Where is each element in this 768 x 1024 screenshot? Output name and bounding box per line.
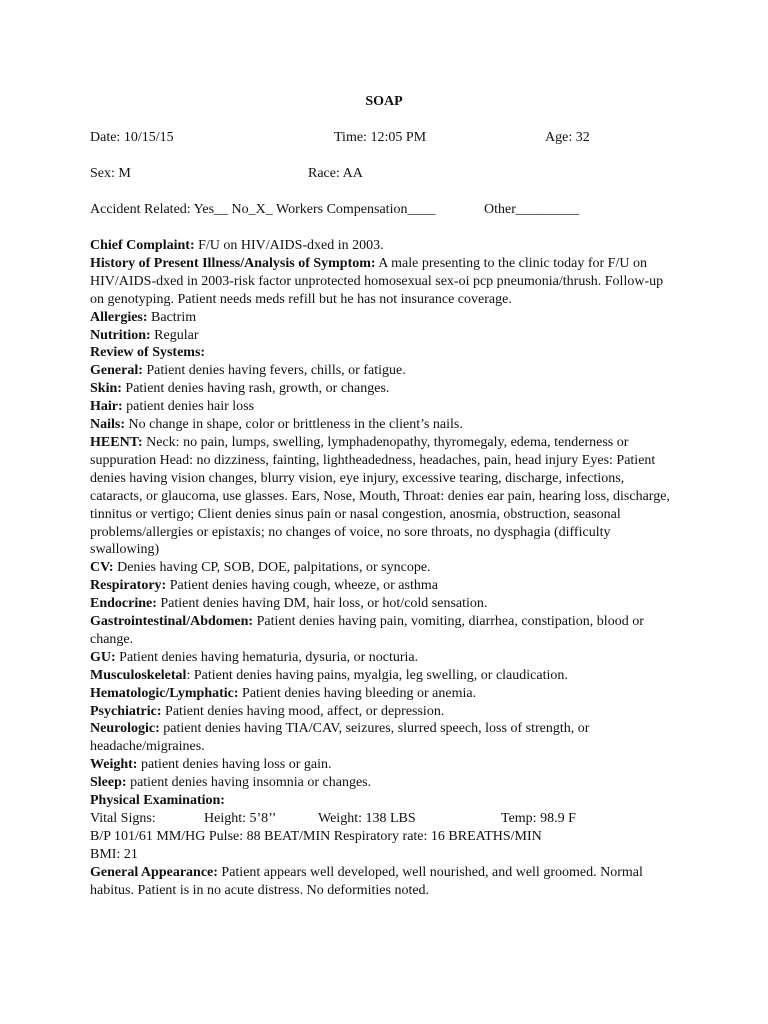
ros-skin-text: Patient denies having rash, growth, or changes. xyxy=(121,381,390,397)
race-field: Race: AA xyxy=(308,166,363,181)
ros-nails-label: Nails: xyxy=(90,417,125,433)
chief-complaint-text: F/U on HIV/AIDS-dxed in 2003. xyxy=(194,238,384,253)
ros-musculoskeletal-text: : Patient denies having pains, myalgia, leg swelling, or claudication. xyxy=(186,667,568,683)
ros-psychiatric xyxy=(90,703,680,721)
ros-cv-text: Denies having CP, SOB, DOE, palpitations, or syncope. xyxy=(113,560,431,576)
general-appearance-label: General Appearance: xyxy=(90,864,218,880)
general-appearance-text: Patient appears well developed, well nourished, and well groomed. Normal habitus. Patient is in no acute distress. No deformities noted. xyxy=(90,864,643,898)
ros-weight-label: Weight: xyxy=(90,757,138,773)
allergies-text: Bactrim xyxy=(147,309,197,325)
ros-hematologic-text: Patient denies having bleeding or anemia. xyxy=(238,685,477,701)
ros-gu-label: GU: xyxy=(90,649,116,665)
ros-gi xyxy=(90,613,680,649)
ros-weight-text: patient denies having loss or gain. xyxy=(137,757,332,773)
ros-nails-text: No change in shape, color or brittleness in the client’s nails. xyxy=(125,417,463,433)
ros-heent xyxy=(90,434,680,559)
other-field: Other_________ xyxy=(484,202,579,217)
ros-gi-text: Patient denies having pain, vomiting, diarrhea, constipation, blood or change. xyxy=(90,614,644,647)
allergies-label: Allergies: xyxy=(90,309,148,325)
nutrition-label: Nutrition: xyxy=(90,327,151,343)
nutrition-text: Regular xyxy=(150,327,199,343)
nutrition xyxy=(90,327,680,345)
ros-musculoskeletal-label: Musculoskeletal xyxy=(90,667,187,683)
ros-hair-label: Hair: xyxy=(90,399,123,415)
time-field: Time: 12:05 PM xyxy=(334,130,427,145)
weight-value: Weight: 138 LBS xyxy=(318,811,416,826)
vitals-line-2: B/P 101/61 MM/HG Pulse: 88 BEAT/MIN Respiratory rate: 16 BREATHS/MIN xyxy=(90,828,542,844)
ros-neurologic-text: patient denies having TIA/CAV, seizures, slurred speech, loss of strength, or headache/migraines. xyxy=(90,721,590,755)
ros-hair xyxy=(90,398,680,416)
chief-complaint xyxy=(90,237,680,255)
height-value: Height: 5’8’’ xyxy=(204,811,277,826)
age-field: Age: 32 xyxy=(545,130,590,145)
ros-gi-label: Gastrointestinal/Abdomen: xyxy=(90,614,254,630)
ros-musculoskeletal xyxy=(90,667,680,685)
ros-heading: Review of Systems: xyxy=(90,345,206,361)
ros-hair-text: patient denies hair loss xyxy=(122,399,255,415)
ros-respiratory-label: Respiratory: xyxy=(90,578,167,594)
ros-endocrine xyxy=(90,595,680,613)
temp-value: Temp: 98.9 F xyxy=(501,811,576,826)
ros-weight xyxy=(90,756,680,774)
ros-hematologic xyxy=(90,685,680,703)
ros-gu xyxy=(90,649,680,667)
ros-general-text: Patient denies having fevers, chills, or fatigue. xyxy=(142,363,406,379)
hpi-text: A male presenting to the clinic today for F/U on HIV/AIDS-dxed in 2003-risk factor unprotected homosexual sex-oi pcp pneumonia/thrush. Follow-up on genotyping. Patient needs meds refill but he has not insurance coverage. xyxy=(90,255,664,307)
bmi-value: BMI: 21 xyxy=(90,846,138,862)
ros-neurologic xyxy=(90,720,680,756)
sex-field: Sex: M xyxy=(90,166,131,181)
ros-psychiatric-text: Patient denies having mood, affect, or depression. xyxy=(161,703,445,719)
ros-heent-text: Neck: no pain, lumps, swelling, lymphadenopathy, thyromegaly, edema, tenderness or suppuration Head: no dizziness, fainting, lightheadedness, headaches, pain, head injury Eyes: Patient denies having vision changes, blurry vision, eye injury, excessive tearing, discharge, infections, cataracts, or glaucoma, use glasses. Ears, Nose, Mouth, Throat: denies ear pain, hearing loss, discharge, tinnitus or vertigo; Client denies sinus pain or nasal congestion, anosmia, obstruction, seasonal problems/allergies or epistaxis; no changes of voice, no sore throats, no dysphagia (difficulty swallowing) xyxy=(90,434,670,558)
allergies xyxy=(90,309,680,327)
ros-neurologic-label: Neurologic: xyxy=(90,721,160,737)
ros-respiratory xyxy=(90,577,680,595)
date-field: Date: 10/15/15 xyxy=(90,130,174,145)
document-title: SOAP xyxy=(365,94,403,109)
ros-sleep-text: patient denies having insomnia or changes. xyxy=(126,775,372,791)
ros-nails xyxy=(90,416,680,434)
general-appearance xyxy=(90,864,680,900)
ros-respiratory-text: Patient denies having cough, wheeze, or asthma xyxy=(166,578,438,594)
vital-signs-label: Vital Signs: xyxy=(90,811,156,826)
ros-endocrine-text: Patient denies having DM, hair loss, or hot/cold sensation. xyxy=(156,596,488,612)
ros-general xyxy=(90,362,680,380)
ros-cv-label: CV: xyxy=(90,560,114,576)
document-body xyxy=(90,237,680,900)
ros-skin xyxy=(90,380,680,398)
ros-endocrine-label: Endocrine: xyxy=(90,596,157,612)
ros-cv xyxy=(90,559,680,577)
hpi-label: History of Present Illness/Analysis of Symptom: xyxy=(90,255,376,271)
ros-heent-label: HEENT: xyxy=(90,434,143,450)
accident-related-field: Accident Related: Yes__ No_X_ Workers Compensation____ xyxy=(90,202,436,217)
pe-heading: Physical Examination: xyxy=(90,793,225,809)
hpi xyxy=(90,255,680,309)
vital-signs-row xyxy=(90,810,680,828)
ros-general-label: General: xyxy=(90,363,143,379)
ros-skin-label: Skin: xyxy=(90,381,122,397)
ros-sleep-label: Sleep: xyxy=(90,775,127,791)
ros-sleep xyxy=(90,774,680,792)
ros-psychiatric-label: Psychiatric: xyxy=(90,703,162,719)
chief-complaint-label: Chief Complaint: xyxy=(90,238,195,253)
ros-gu-text: Patient denies having hematuria, dysuria, or nocturia. xyxy=(115,649,419,665)
ros-hematologic-label: Hematologic/Lymphatic: xyxy=(90,685,239,701)
